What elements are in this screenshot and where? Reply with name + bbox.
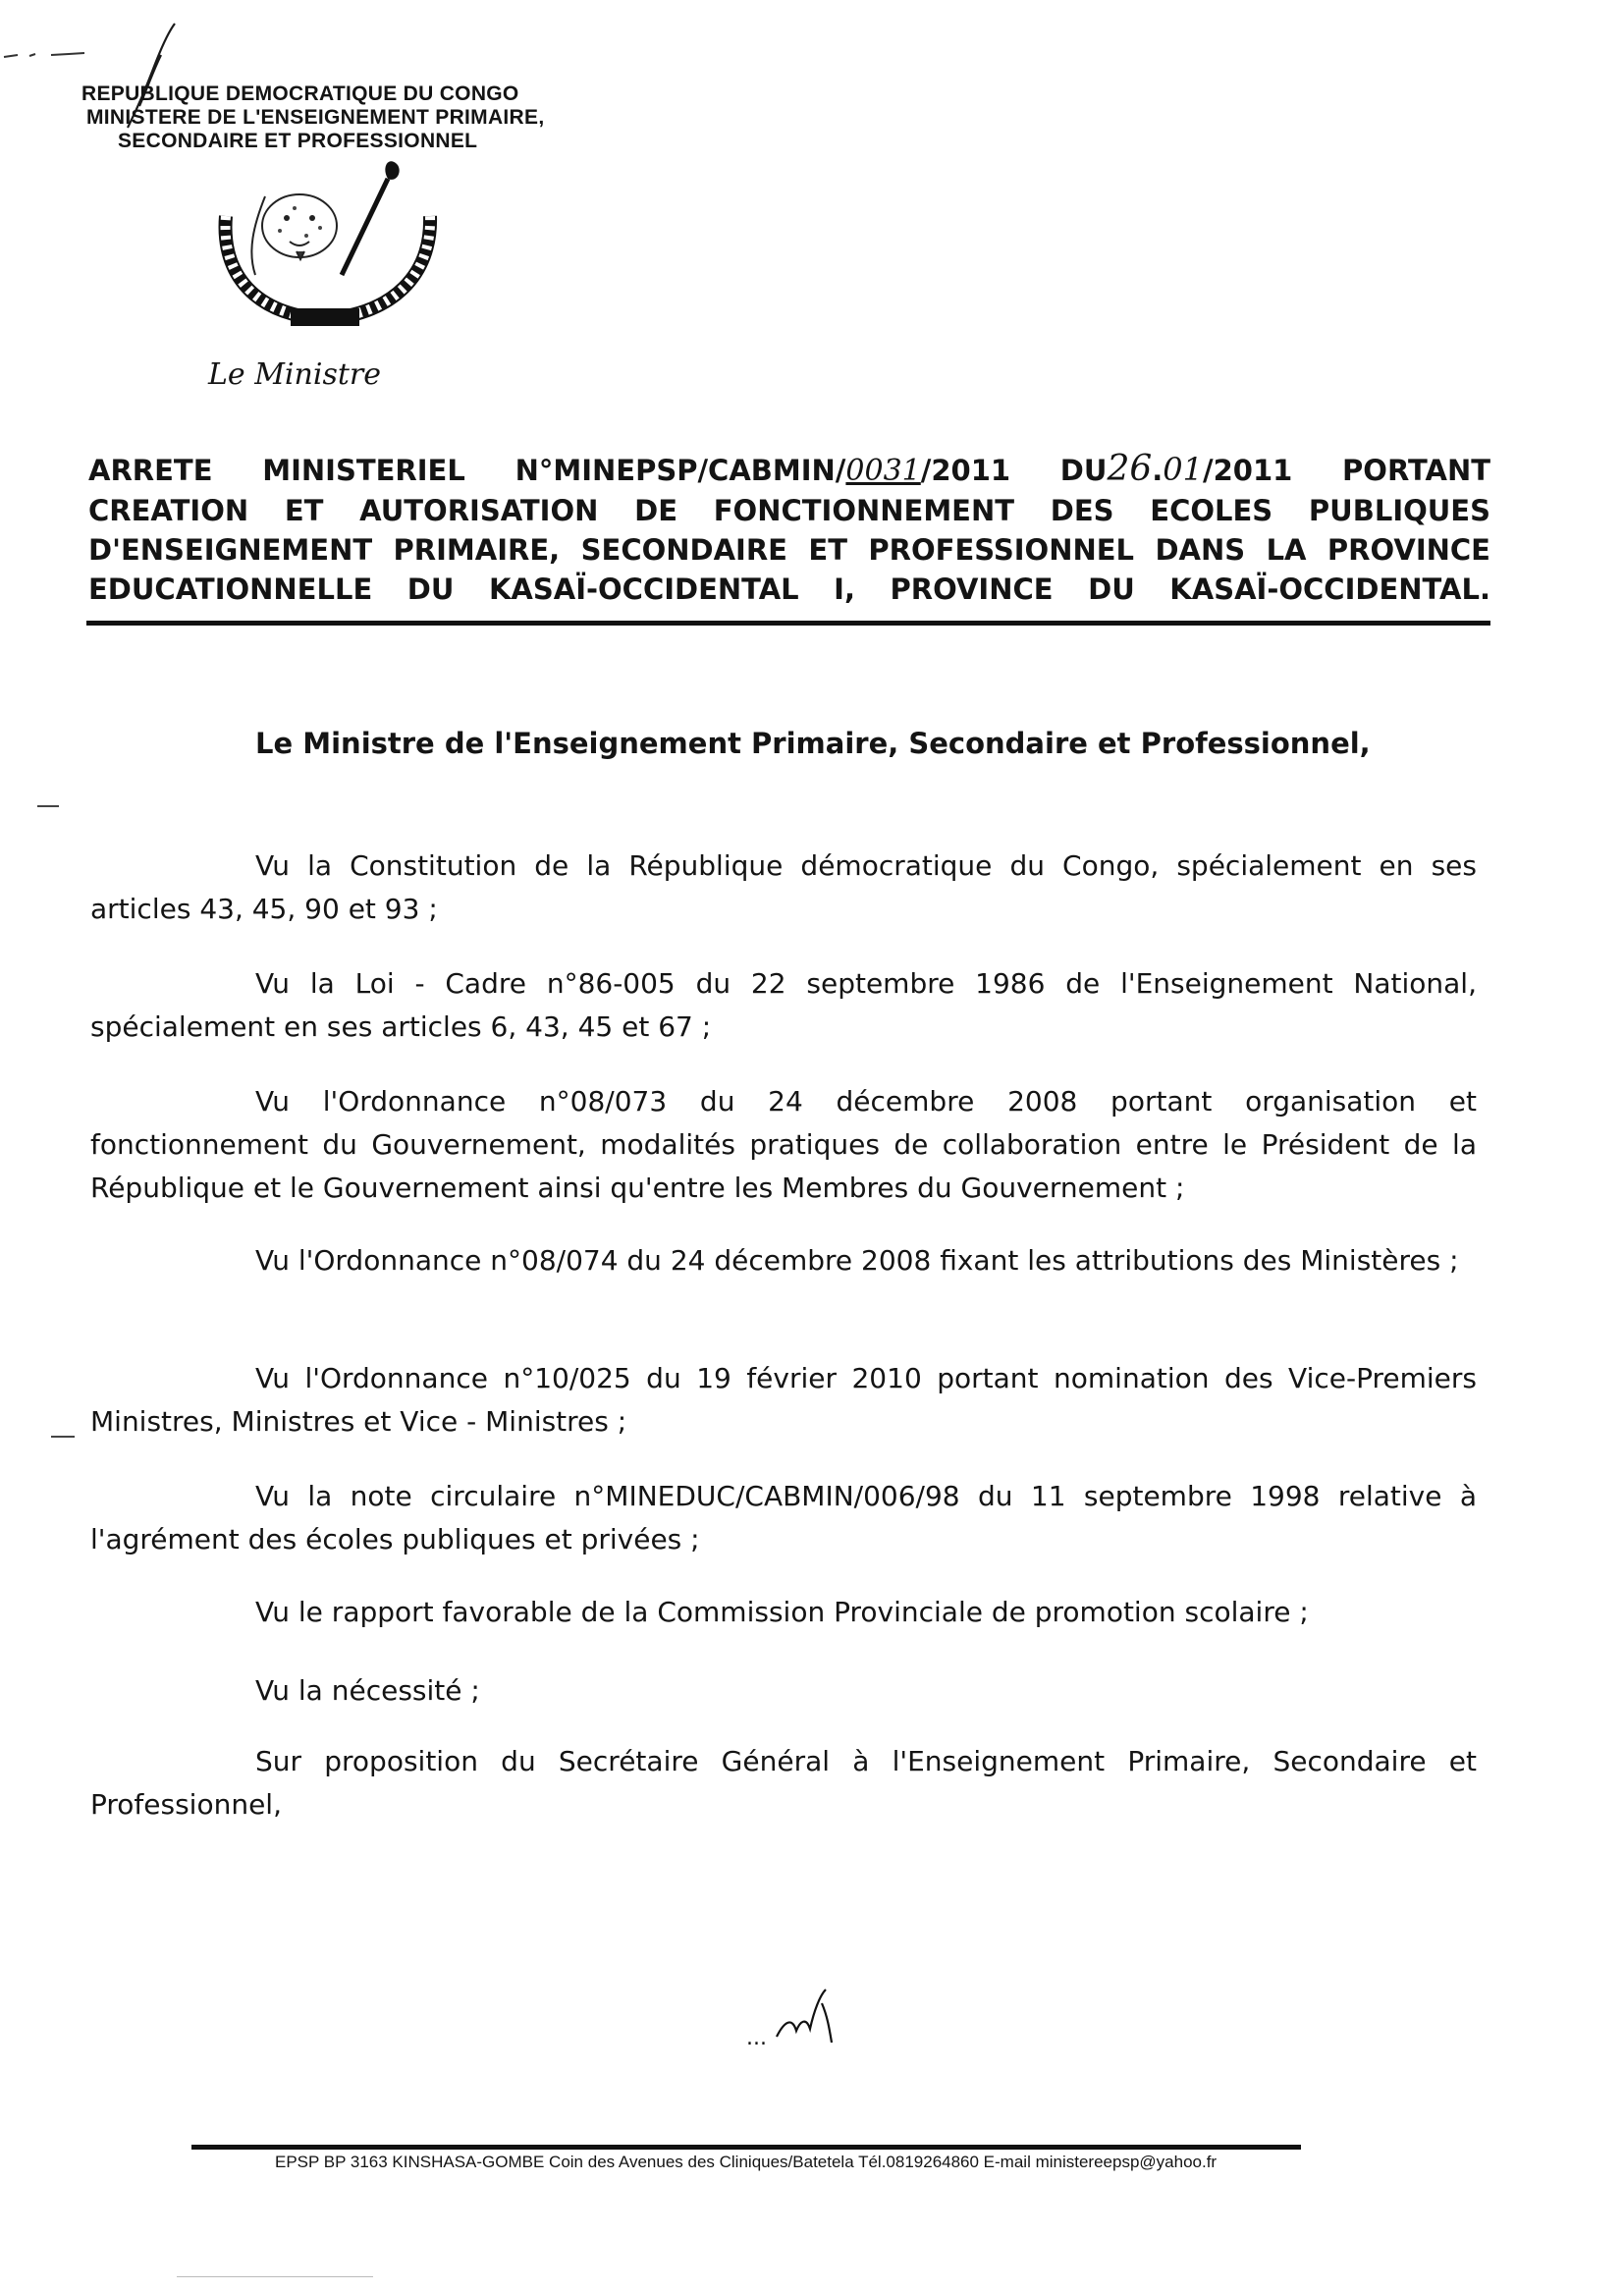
preamble-paragraph-5: Vu l'Ordonnance n°10/025 du 19 février 2010 portant nomination des Vice-Premiers Ministres, Ministres et Vice - Ministres ; [90, 1362, 1477, 1438]
handwritten-decree-number: 0031 [845, 454, 921, 488]
decree-title-line4: EDUCATIONNELLE DU KASAÏ-OCCIDENTAL I, PROVINCE DU KASAÏ-OCCIDENTAL. [88, 573, 1490, 606]
spear-icon [342, 161, 400, 275]
preamble-paragraph-3: Vu l'Ordonnance n°08/073 du 24 décembre 2008 portant organisation et fonctionnement du Gouvernement, modalités pratiques de collaboration entre le Président de la République et le Gouvernement ainsi qu'entre les Membres du Gouvernement ; [90, 1085, 1477, 1204]
footer-address: EPSP BP 3163 KINSHASA-GOMBE Coin des Avenues des Cliniques/Batetela Tél.0819264860 E-mail ministereepsp@yahoo.fr [275, 2153, 1218, 2171]
decree-title [88, 450, 1490, 609]
preamble-paragraph-4: Vu l'Ordonnance n°08/074 du 24 décembre 2008 fixant les attributions des Ministères ; [255, 1244, 1459, 1277]
header-ministry-line1: MINISTERE DE L'ENSEIGNEMENT PRIMAIRE, [86, 106, 545, 129]
decree-title-line3: D'ENSEIGNEMENT PRIMAIRE, SECONDAIRE ET PROFESSIONNEL DANS LA PROVINCE [88, 533, 1490, 567]
title-underline [86, 621, 1490, 626]
preamble-paragraph-7: Vu le rapport favorable de la Commission Provinciale de promotion scolaire ; [255, 1596, 1309, 1628]
handwritten-month: 01 [1163, 451, 1203, 488]
decree-title-line1: ARRETE MINISTERIEL N°MINEPSP/CABMIN/0031/2011 DU26.01/2011 PORTANT [88, 449, 1490, 489]
preamble-paragraph-9: Sur proposition du Secrétaire Général à l'Enseignement Primaire, Secondaire et Professionnel, [90, 1745, 1477, 1821]
handwritten-initials-icon [771, 1982, 849, 2050]
continuation-initials: ... [746, 1982, 849, 2050]
preamble-heading: Le Ministre de l'Enseignement Primaire, Secondaire et Professionnel, [255, 727, 1371, 760]
leopard-head-icon [262, 194, 337, 259]
scan-mark-bottom [177, 2276, 373, 2277]
preamble-paragraph-8: Vu la nécessité ; [255, 1674, 480, 1707]
handwritten-day: 26 [1107, 449, 1153, 489]
preamble-paragraph-6: Vu la note circulaire n°MINEDUC/CABMIN/006/98 du 11 septembre 1998 relative à l'agrément des écoles publiques et privées ; [90, 1480, 1477, 1555]
preamble-paragraph-2: Vu la Loi - Cadre n°86-005 du 22 septembre 1986 de l'Enseignement National, spécialement en ses articles 6, 43, 45 et 67 ; [90, 967, 1477, 1043]
header-country: REPUBLIQUE DEMOCRATIQUE DU CONGO [81, 82, 519, 105]
preamble-paragraph-1: Vu la Constitution de la République démocratique du Congo, spécialement en ses articles 43, 45, 90 et 93 ; [90, 849, 1477, 925]
header-ministry-line2: SECONDAIRE ET PROFESSIONNEL [118, 130, 478, 152]
signatory-title: Le Ministre [208, 357, 381, 392]
footer-rule [191, 2145, 1301, 2150]
national-emblem [196, 157, 452, 344]
margin-mark [37, 805, 59, 807]
margin-mark [51, 1436, 75, 1438]
decree-title-line2: CREATION ET AUTORISATION DE FONCTIONNEMENT DES ECOLES PUBLIQUES [88, 494, 1490, 527]
